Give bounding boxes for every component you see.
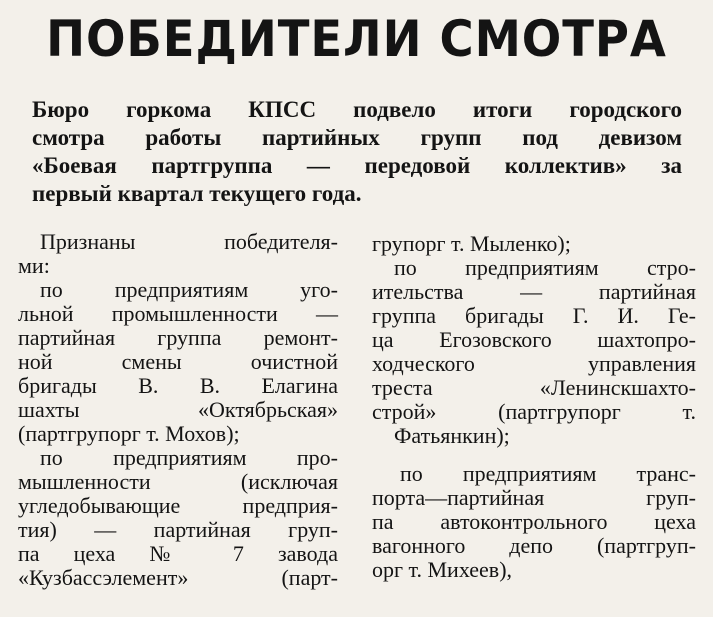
- body-line: шахты «Октябрьская»: [18, 397, 338, 422]
- body-line: орг т. Михеев),: [372, 557, 513, 582]
- body-line: групорг т. Мыленко);: [372, 231, 571, 256]
- body-line: ца Егозовского шахтопро-: [372, 327, 696, 352]
- lead-paragraph: [32, 96, 682, 208]
- body-line: ходческого управления: [372, 351, 696, 376]
- left-column: [18, 230, 338, 590]
- body-line: порта—партийная груп-: [372, 485, 696, 510]
- body-line: Фатьянкин);: [394, 423, 510, 448]
- lead-line: «Боевая партгруппа — передовой коллектив» за: [32, 153, 682, 178]
- lead-line: первый квартал текущего года.: [32, 181, 362, 206]
- body-line: «Кузбассэлемент» (парт-: [18, 565, 338, 590]
- body-line: по предприятиям про-: [40, 445, 338, 470]
- body-line: льной промышленности —: [18, 301, 338, 326]
- lead-line: Бюро горкома КПСС подвело итоги городского: [32, 97, 682, 122]
- body-line: мышленности (исключая: [18, 469, 338, 494]
- body-line: па цеха № 7 завода: [18, 541, 338, 566]
- body-line: вагонного депо (партгруп-: [372, 533, 696, 558]
- body-line: строй» (партгрупорг т.: [372, 399, 696, 424]
- lead-line: смотра работы партийных групп под девизом: [32, 125, 682, 150]
- body-line: по предприятиям стро-: [394, 255, 696, 280]
- body-line: ми:: [18, 253, 50, 278]
- body-line: па автоконтрольного цеха: [372, 509, 696, 534]
- headline: ПОБЕДИТЕЛИ СМОТРА: [46, 10, 667, 68]
- body-line: тия) — партийная груп-: [18, 517, 338, 542]
- body-line: угледобывающие предприя-: [18, 493, 338, 518]
- body-line: по предприятиям транс-: [400, 461, 696, 486]
- body-line: по предприятиям уго-: [40, 277, 338, 302]
- body-line: Признаны победителя-: [40, 229, 338, 254]
- right-column: [372, 232, 696, 582]
- body-line: бригады В. В. Елагина: [18, 373, 338, 398]
- body-line: партийная группа ремонт-: [18, 325, 338, 350]
- body-line: группа бригады Г. И. Ге-: [372, 303, 696, 328]
- body-line: треста «Ленинскшахто-: [372, 375, 696, 400]
- body-line: (партгрупорг т. Мохов);: [18, 421, 240, 446]
- body-line: ной смены очистной: [18, 349, 338, 374]
- body-line: ительства — партийная: [372, 279, 696, 304]
